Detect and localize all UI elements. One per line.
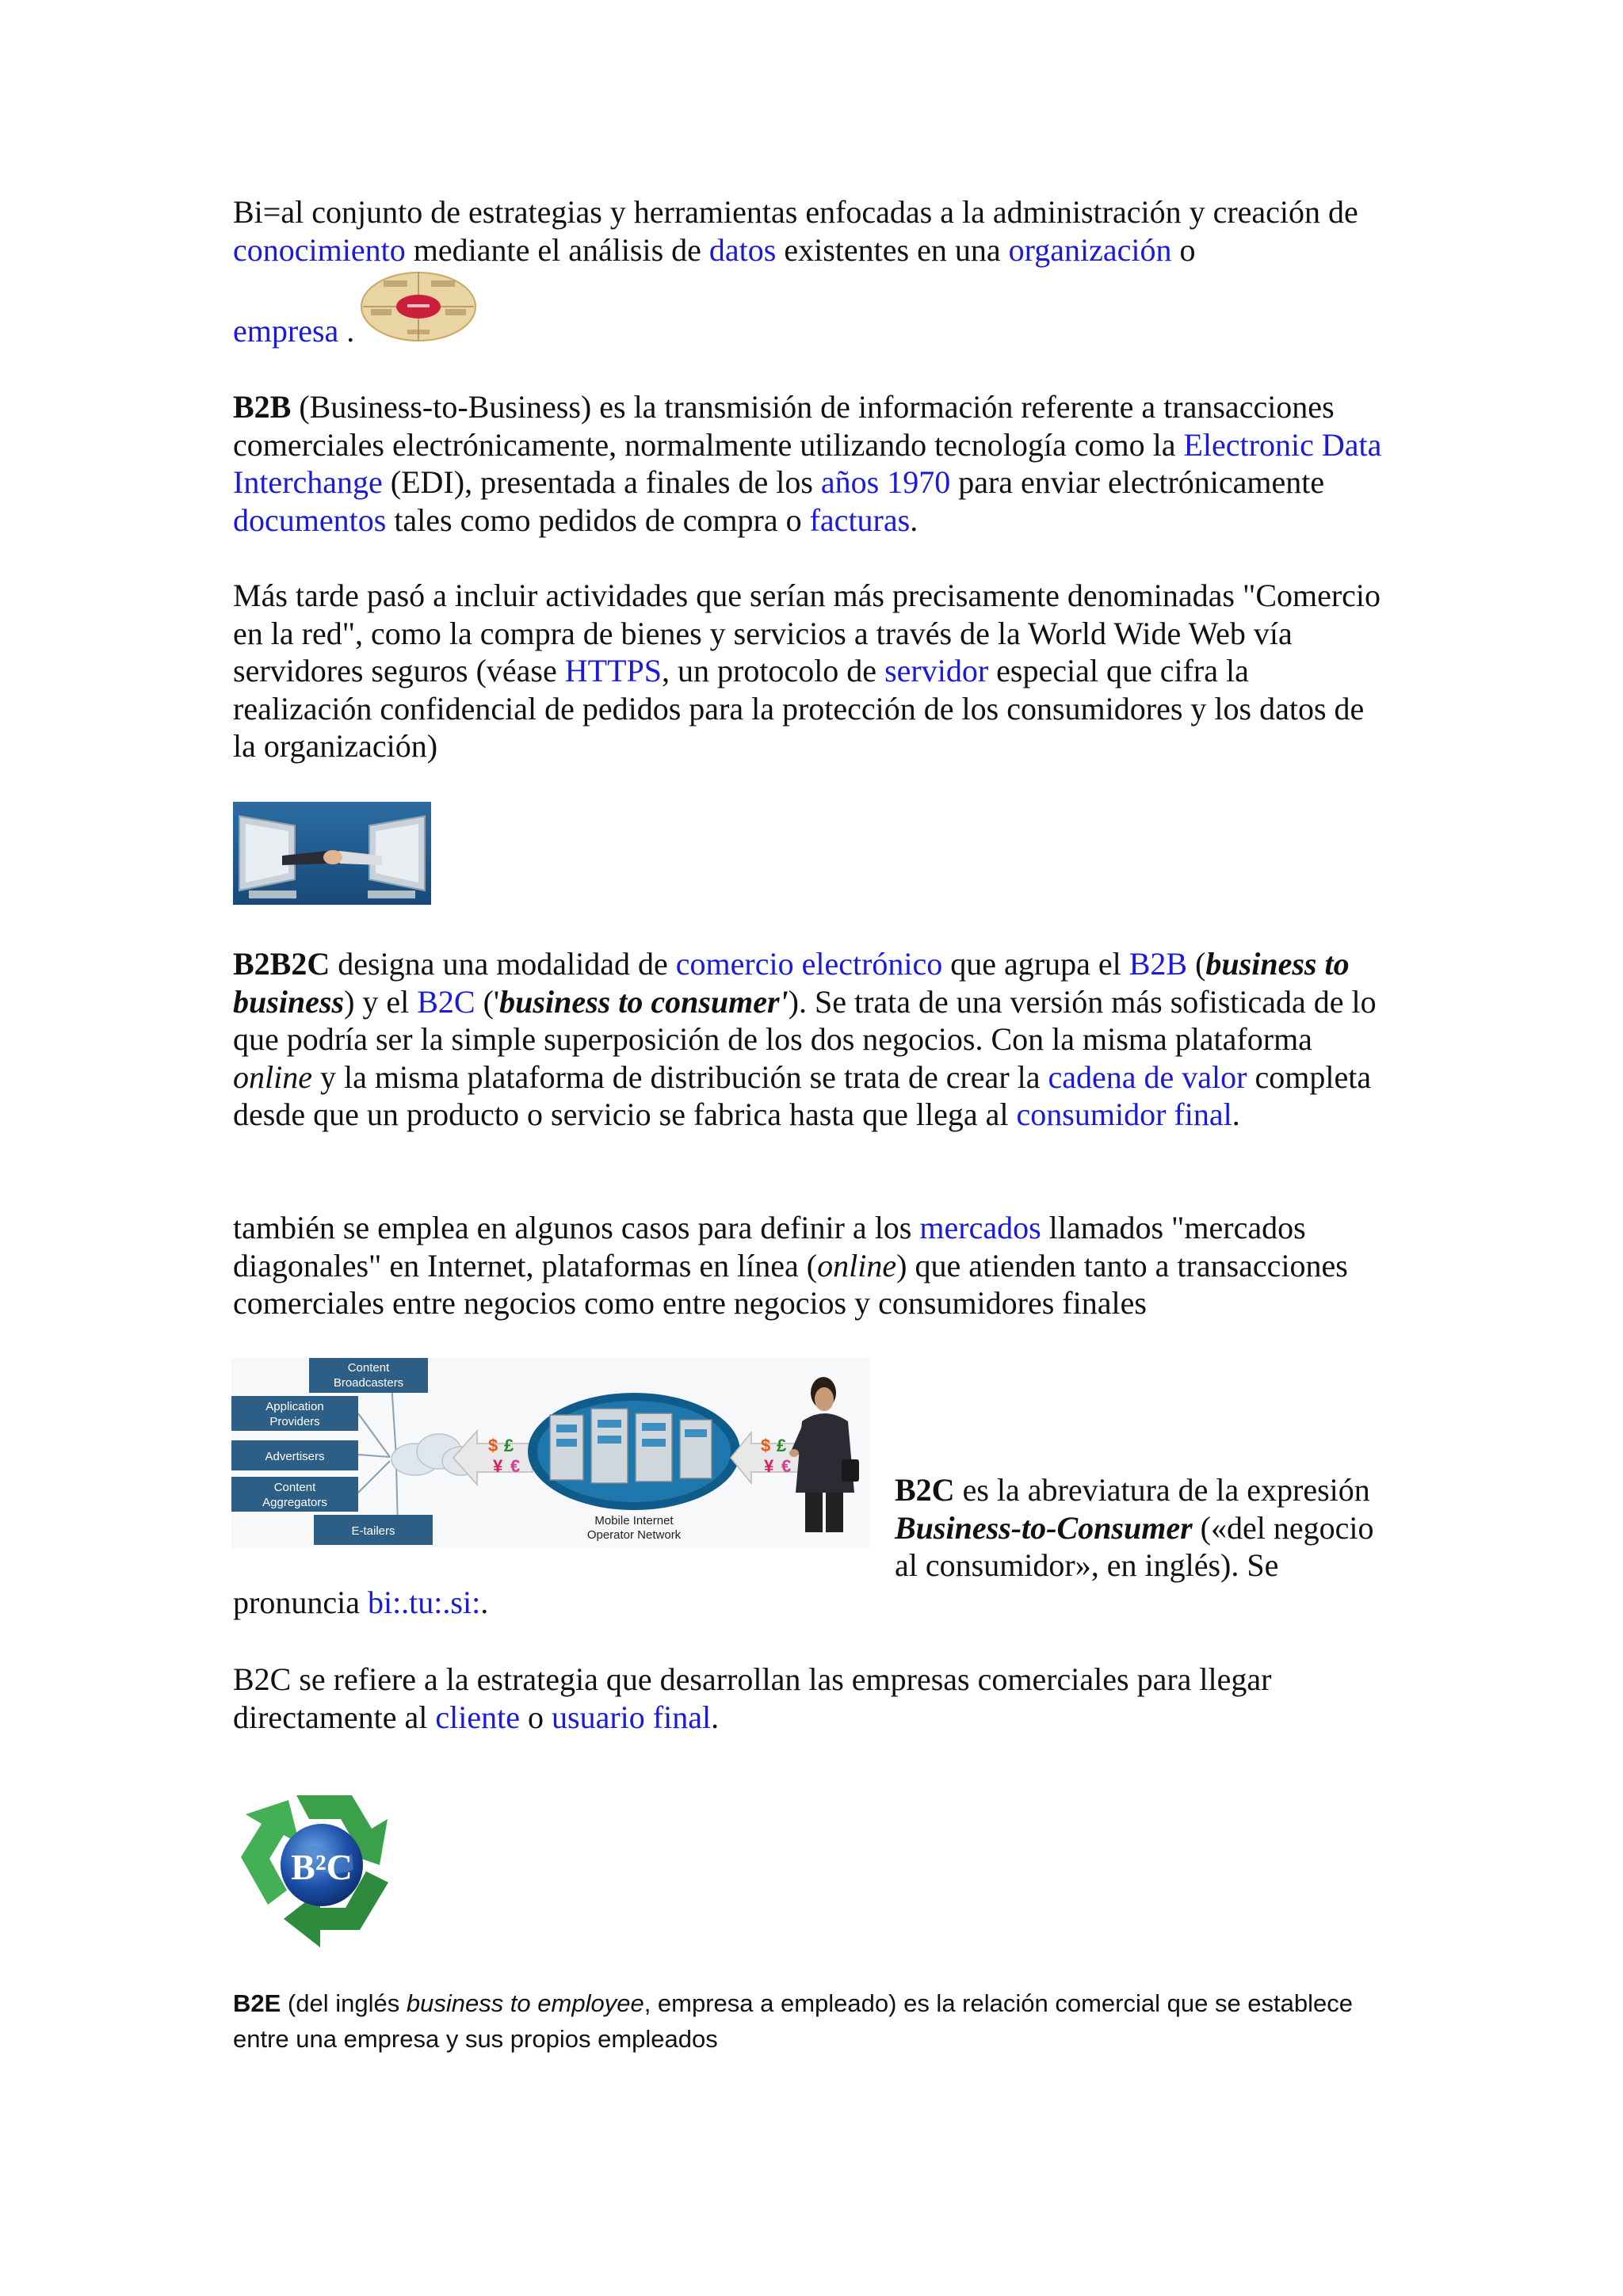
network-label-1: Mobile Internet xyxy=(594,1514,674,1527)
currency-icon-right-2: £ xyxy=(777,1436,787,1455)
currency-icon-left-3: ¥ xyxy=(493,1456,503,1476)
currency-icon-left-4: € xyxy=(510,1456,521,1476)
link-consumidor-final[interactable]: consumidor final xyxy=(1016,1097,1232,1132)
link-pronunciation[interactable]: bi:.tu:.si: xyxy=(367,1585,481,1620)
box-label-e-tailers: E-tailers xyxy=(351,1524,395,1538)
link-cadena-de-valor[interactable]: cadena de valor xyxy=(1048,1058,1247,1095)
link-cliente[interactable]: cliente xyxy=(435,1699,521,1735)
paragraph-b2e: B2E (del inglés business to employee, empresa a empleado) es la relación comercial que se establece entre una empresa y sus propios empleados xyxy=(233,1989,1353,2053)
paragraph-mas-tarde: Más tarde pasó a incluir actividades que serían más precisamente denominadas "Comercio en la red", como la compra de bienes y servicios a través de la World Wide Web vía servidores seguros (véase HTTPS, un protocolo de servidor especial que cifra la realización confidencial de pedidos para la protección de los consumidores y los datos de la organización) xyxy=(233,578,1381,764)
b2c-recycle-logo xyxy=(233,1772,417,1949)
network-label-2: Operator Network xyxy=(586,1528,682,1542)
paragraph-b2c-definition: B2C es la abreviatura de la expresión Business-to-Consumer («del negocio al consumidor», en inglés). Se xyxy=(895,1472,1374,1583)
paragraph-b2c-pronuncia: pronuncia bi:.tu:.si:. xyxy=(233,1585,489,1620)
link-servidor[interactable]: servidor xyxy=(884,653,989,688)
link-organizacion[interactable]: organización xyxy=(1008,231,1172,268)
box-label-content-broadcasters-1: Content xyxy=(347,1361,390,1375)
b2c-logo-text: B²C xyxy=(291,1847,353,1887)
link-datos[interactable]: datos xyxy=(708,231,777,268)
currency-icon-right-3: ¥ xyxy=(764,1456,774,1476)
box-label-application-providers-1: Application xyxy=(265,1400,324,1413)
link-usuario-final[interactable]: usuario final xyxy=(552,1699,712,1735)
link-conocimiento[interactable]: conocimiento xyxy=(233,231,406,268)
paragraph-b2b: B2B (Business-to-Business) es la transmisión de información referente a transacciones comerciales electrónicamente, normalmente utilizando tecnología como la Electronic Data Interchange (EDI), presentada a finales de los años 1970 para enviar electrónicamente documentos tales como pedidos de compra o facturas. xyxy=(233,389,1382,538)
currency-icon-right-4: € xyxy=(781,1456,792,1476)
box-label-content-broadcasters-2: Broadcasters xyxy=(333,1376,404,1390)
b2b2c-title: B2B2C xyxy=(233,946,330,982)
handshake-computers-image xyxy=(233,802,431,905)
link-empresa[interactable]: empresa xyxy=(233,313,339,349)
b2c-title: B2C xyxy=(895,1472,955,1508)
box-label-advertisers: Advertisers xyxy=(265,1450,325,1463)
link-documentos[interactable]: documentos xyxy=(233,502,387,538)
paragraph-bi: Bi=al conjunto de estrategias y herramientas enfocadas a la administración y creación de conocimiento mediante el análisis de datos existentes en una organización o xyxy=(233,194,1358,268)
link-anos-1970[interactable]: años 1970 xyxy=(820,464,951,500)
link-facturas[interactable]: facturas xyxy=(809,502,911,538)
paragraph-bi-line2: empresa . xyxy=(233,313,355,349)
link-b2b[interactable]: B2B xyxy=(1128,946,1188,982)
paragraph-tambien: también se emplea en algunos casos para definir a los mercados llamados "mercados diagonales" en Internet, plataformas en línea (online) que atienden tanto a transacciones comerciales entre negocios como entre negocios y consumidores finales xyxy=(233,1210,1348,1321)
currency-icon-right-1: $ xyxy=(761,1436,771,1455)
b2b-title: B2B xyxy=(233,389,292,425)
link-mercados[interactable]: mercados xyxy=(919,1210,1041,1245)
b2e-title: B2E xyxy=(233,1989,281,2017)
business-intelligence-wheel-image xyxy=(360,271,477,342)
paragraph-b2c-refiere: B2C se refiere a la estrategia que desarrollan las empresas comerciales para llegar directamente al cliente o usuario final. xyxy=(233,1661,1272,1735)
currency-icon-left-2: £ xyxy=(504,1436,514,1455)
link-electronic-data-interchange[interactable]: Electronic Data Interchange xyxy=(233,426,1382,500)
mobile-network-diagram xyxy=(231,1358,870,1548)
link-b2c[interactable]: B2C xyxy=(417,983,475,1020)
link-https[interactable]: HTTPS xyxy=(564,653,662,688)
link-comercio-electronico[interactable]: comercio electrónico xyxy=(675,946,943,982)
box-label-content-aggregators-2: Aggregators xyxy=(262,1496,327,1509)
box-label-content-aggregators-1: Content xyxy=(273,1481,316,1494)
box-label-application-providers-2: Providers xyxy=(269,1415,320,1428)
paragraph-b2b2c: B2B2C designa una modalidad de comercio electrónico que agrupa el B2B (business to business) y el B2C ('business to consumer'). Se trata de una versión más sofisticada de lo que podría ser la simple superposición de los dos negocios. Con la misma plataforma online y la misma plataforma de distribución se trata de crear la cadena de valor completa desde que un producto o servicio se fabrica hasta que llega al consumidor final. xyxy=(233,946,1377,1132)
currency-icon-left-1: $ xyxy=(488,1436,498,1455)
